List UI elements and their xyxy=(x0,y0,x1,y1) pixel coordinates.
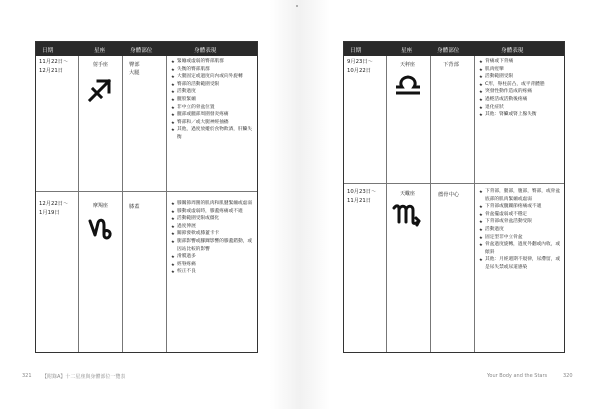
header-date: 日期 xyxy=(350,47,362,54)
scorpio-symbol-icon xyxy=(392,202,424,228)
list-item: ★ 肌肉痙攣 xyxy=(479,66,562,74)
list-item: ★ 校正不良 xyxy=(171,268,254,276)
list-item: ★ 失衡的臀部肌群 xyxy=(171,66,254,74)
list-item: ★ 其他，過度放縱於食物飲酒，肝臟失衡 xyxy=(171,126,254,141)
list-item: ★ 膝關節周圍的肌肉和肌腱緊繃或虛弱 xyxy=(171,200,254,208)
list-item: ★ 腿部影響或腳踝影響的膝蓋錯動，或因站比較的影響 xyxy=(171,238,254,253)
row-divider xyxy=(36,191,257,192)
sagittarius-symbol-icon xyxy=(87,77,113,103)
header-date: 日期 xyxy=(42,47,54,54)
column-divider xyxy=(78,56,79,352)
libra-symbol-icon xyxy=(394,74,422,96)
list-item: ★ 下背部，腿部，腹部，臀部，或骨盆底部的肌肉緊繃或虛弱 xyxy=(479,188,562,203)
header-sign: 星座 xyxy=(401,47,413,54)
sign-name: 摩羯座 xyxy=(93,203,109,209)
header-body-part: 身體部位 xyxy=(130,47,153,54)
body-part: 臀部 大腿 xyxy=(129,62,140,76)
list-item: ★ 過輕活或活動後疼痛 xyxy=(479,96,562,104)
row-divider xyxy=(344,183,564,184)
capricorn-symbol-icon xyxy=(87,217,115,241)
page-number-right: 320 xyxy=(563,373,573,379)
sign-name: 天蠍座 xyxy=(400,191,416,197)
list-item: ★ 過度伸展 xyxy=(171,223,254,231)
list-item: ★ 活動過度 xyxy=(171,88,254,96)
list-item: ★ 髖股緊繃 xyxy=(171,96,254,104)
list-item: ★ 經脊疼痛 xyxy=(171,261,254,269)
list-item: ★ 下背部或骨盆活動受限 xyxy=(479,218,562,226)
header-symptoms: 身體表現 xyxy=(194,47,217,54)
list-item: ★ 活動範圍受限或僵化 xyxy=(171,215,254,223)
header-sign: 星座 xyxy=(94,47,106,54)
sign-name: 射手座 xyxy=(93,62,109,68)
date-range: 12月22日～ 1月19日 xyxy=(39,201,69,216)
column-divider xyxy=(430,56,431,352)
list-item: ★ 臀部的活動範圍受限 xyxy=(171,81,254,89)
list-item: ★ 突發性動作造成的疼痛 xyxy=(479,88,562,96)
header-body-part: 身體部位 xyxy=(437,47,460,54)
list-item: ★ 退化症狀 xyxy=(479,104,562,112)
list-item: ★ 活動範圍受限 xyxy=(479,73,562,81)
left-page-table xyxy=(35,41,258,353)
symptom-list xyxy=(171,58,254,142)
running-footer-right: Your Body and the Stars xyxy=(487,373,548,379)
list-item: ★ 骨盆擺虛弱或不穩定 xyxy=(479,211,562,219)
list-item: ★ 固定型非中立骨盆 xyxy=(479,234,562,242)
body-part: 膝蓋 xyxy=(129,204,140,210)
body-part: 下背部 xyxy=(443,62,459,68)
list-item: ★ 緊繃或虛弱的臀部肌群 xyxy=(171,58,254,66)
symptom-list xyxy=(479,58,562,119)
list-item: ★ 滑膜過多 xyxy=(171,253,254,261)
table-header xyxy=(36,42,257,56)
list-item: ★ 背痛或下背痛 xyxy=(479,58,562,66)
list-item: ★ 髖部或髖部周圍發炎疼痛 xyxy=(171,111,254,119)
list-item: ★ 下背部或髖關節疼痛或不適 xyxy=(479,203,562,211)
table-header xyxy=(344,42,564,56)
right-page-table xyxy=(343,41,565,353)
symptom-list xyxy=(479,188,562,272)
list-item: ★ 關節發軟或膝蓋卡卡 xyxy=(171,230,254,238)
date-range: 9月23日～ 10月22日 xyxy=(347,59,374,74)
column-divider xyxy=(474,56,475,352)
sign-name: 天秤座 xyxy=(400,62,416,68)
date-range: 11月22日～ 12月21日 xyxy=(39,59,69,74)
list-item: ★ 膝動或虛弱時，膝蓋疼痛或不適 xyxy=(171,208,254,216)
symptom-list xyxy=(171,200,254,276)
page-mark xyxy=(296,5,298,7)
running-footer-left: 【附錄A】十二星座與身體部位一覽表 xyxy=(42,374,126,380)
list-item: ★ 臀部和／或大腿神經抽搐 xyxy=(171,119,254,127)
list-item: ★ 大腿固定或過度向內或向外旋轉 xyxy=(171,73,254,81)
list-item: ★ 其他：月經週期不規律，尿滯留，或是尿失禁或尿道感染 xyxy=(479,256,562,271)
list-item: ★ 活動過度 xyxy=(479,226,562,234)
header-symptoms: 身體表現 xyxy=(501,47,524,54)
date-range: 10月23日～ 11月21日 xyxy=(347,189,377,204)
body-part: 薦骨中心 xyxy=(438,192,460,198)
list-item: ★ 其他：腎臟或腎上腺失衡 xyxy=(479,111,562,119)
column-divider xyxy=(166,56,167,352)
column-divider xyxy=(122,56,123,352)
list-item: ★ 非中立的骨盆位置 xyxy=(171,104,254,112)
list-item: ★ 骨盆過度旋轉，過度外翻或內收，或傾斜 xyxy=(479,241,562,256)
column-divider xyxy=(386,56,387,352)
page-number-left: 321 xyxy=(22,373,32,379)
list-item: ★ C形，脊柱前凸，或平背體態 xyxy=(479,81,562,89)
